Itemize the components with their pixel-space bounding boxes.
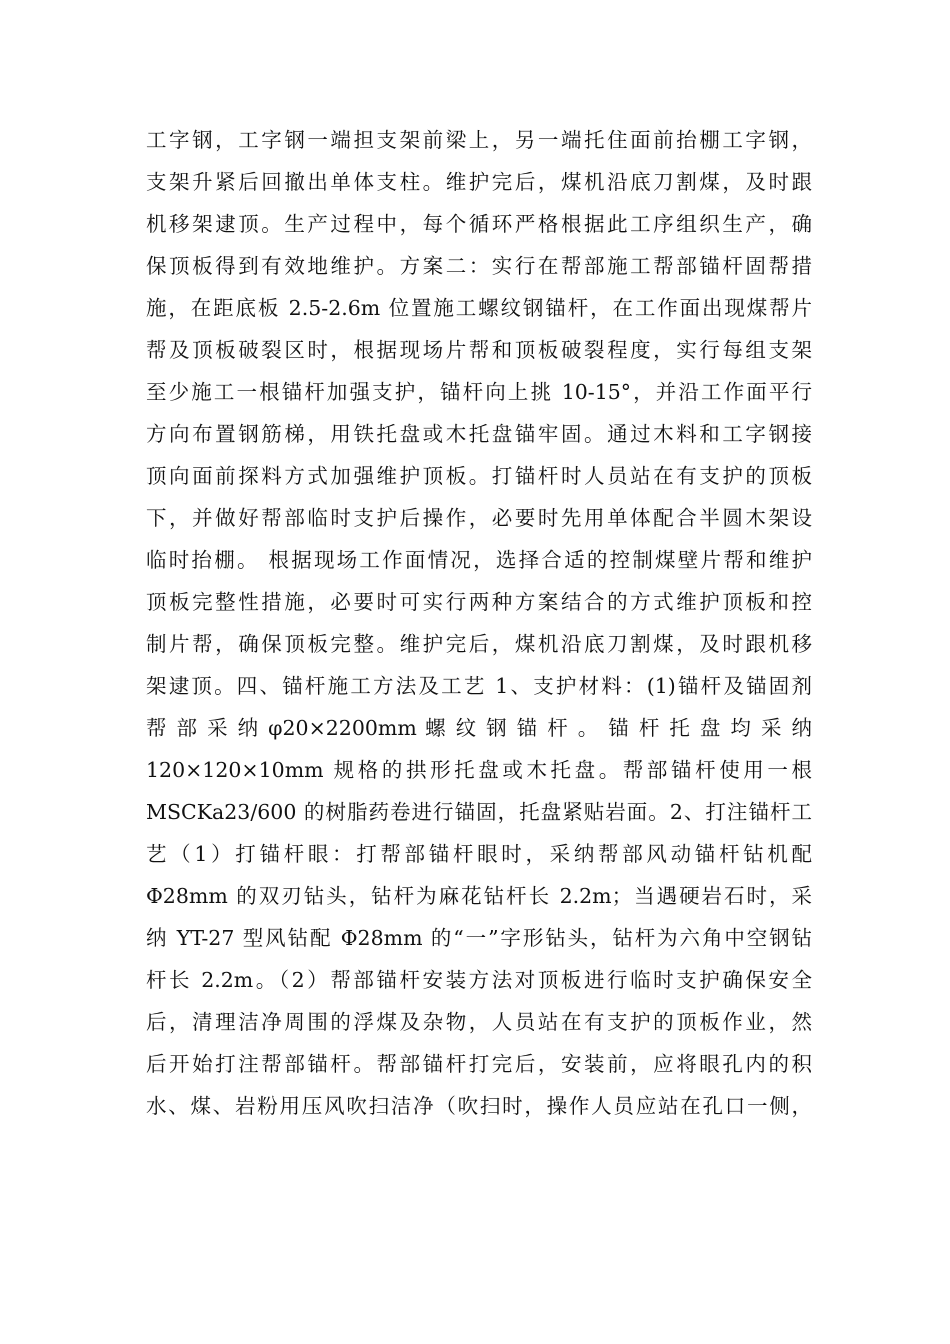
text-line: Φ28mm 的双刃钻头，钻杆为麻花钻杆长 2.2m；当遇硬岩石时，采 — [146, 884, 812, 908]
text-line: 工字钢，工字钢一端担支架前梁上，另一端托住面前抬棚工字钢， — [146, 128, 812, 152]
text-line: 临时抬棚。 根据现场工作面情况，选择合适的控制煤壁片帮和维护 — [146, 548, 812, 572]
text-line: 杆长 2.2m。（2）帮部锚杆安装方法对顶板进行临时支护确保安全 — [146, 968, 812, 992]
text-line: 纳 YT-27 型风钻配 Φ28mm 的“一”字形钻头，钻杆为六角中空钢钻 — [146, 926, 812, 950]
text-line: 后开始打注帮部锚杆。帮部锚杆打完后，安装前，应将眼孔内的积 — [146, 1052, 812, 1076]
text-line: MSCKa23/600 的树脂药卷进行锚固，托盘紧贴岩面。2、打注锚杆工 — [146, 800, 812, 824]
text-line: 水、煤、岩粉用压风吹扫洁净（吹扫时，操作人员应站在孔口一侧， — [146, 1094, 812, 1118]
text-line: 后，清理洁净周围的浮煤及杂物，人员站在有支护的顶板作业，然 — [146, 1010, 812, 1034]
text-line: 保顶板得到有效地维护。方案二：实行在帮部施工帮部锚杆固帮措 — [146, 254, 812, 278]
body-text — [146, 119, 812, 1127]
text-line: 120×120×10mm 规格的拱形托盘或木托盘。帮部锚杆使用一根 — [146, 758, 812, 782]
text-line: 施，在距底板 2.5-2.6m 位置施工螺纹钢锚杆，在工作面出现煤帮片 — [146, 296, 812, 320]
text-line: 制片帮，确保顶板完整。维护完后，煤机沿底刀割煤，及时跟机移 — [146, 632, 812, 656]
text-line: 至少施工一根锚杆加强支护，锚杆向上挑 10-15°，并沿工作面平行 — [146, 380, 812, 404]
text-line: 帮 部 采 纳 φ20×2200mm 螺 纹 钢 锚 杆 。 锚 杆 托 盘 均 采 纳 — [146, 716, 812, 740]
text-line: 支架升紧后回撤出单体支柱。维护完后，煤机沿底刀割煤，及时跟 — [146, 170, 812, 194]
text-line: 架逮顶。四、锚杆施工方法及工艺 1、支护材料：(1)锚杆及锚固剂 — [146, 674, 812, 698]
text-line: 帮及顶板破裂区时，根据现场片帮和顶板破裂程度，实行每组支架 — [146, 338, 812, 362]
text-line: 顶向面前探料方式加强维护顶板。打锚杆时人员站在有支护的顶板 — [146, 464, 812, 488]
text-line: 顶板完整性措施，必要时可实行两种方案结合的方式维护顶板和控 — [146, 590, 812, 614]
text-line: 下，并做好帮部临时支护后操作，必要时先用单体配合半圆木架设 — [146, 506, 812, 530]
text-line: 艺（1）打锚杆眼：打帮部锚杆眼时，采纳帮部风动锚杆钻机配 — [146, 842, 812, 866]
text-line: 方向布置钢筋梯，用铁托盘或木托盘锚牢固。通过木料和工字钢接 — [146, 422, 812, 446]
text-line: 机移架逮顶。生产过程中，每个循环严格根据此工序组织生产，确 — [146, 212, 812, 236]
